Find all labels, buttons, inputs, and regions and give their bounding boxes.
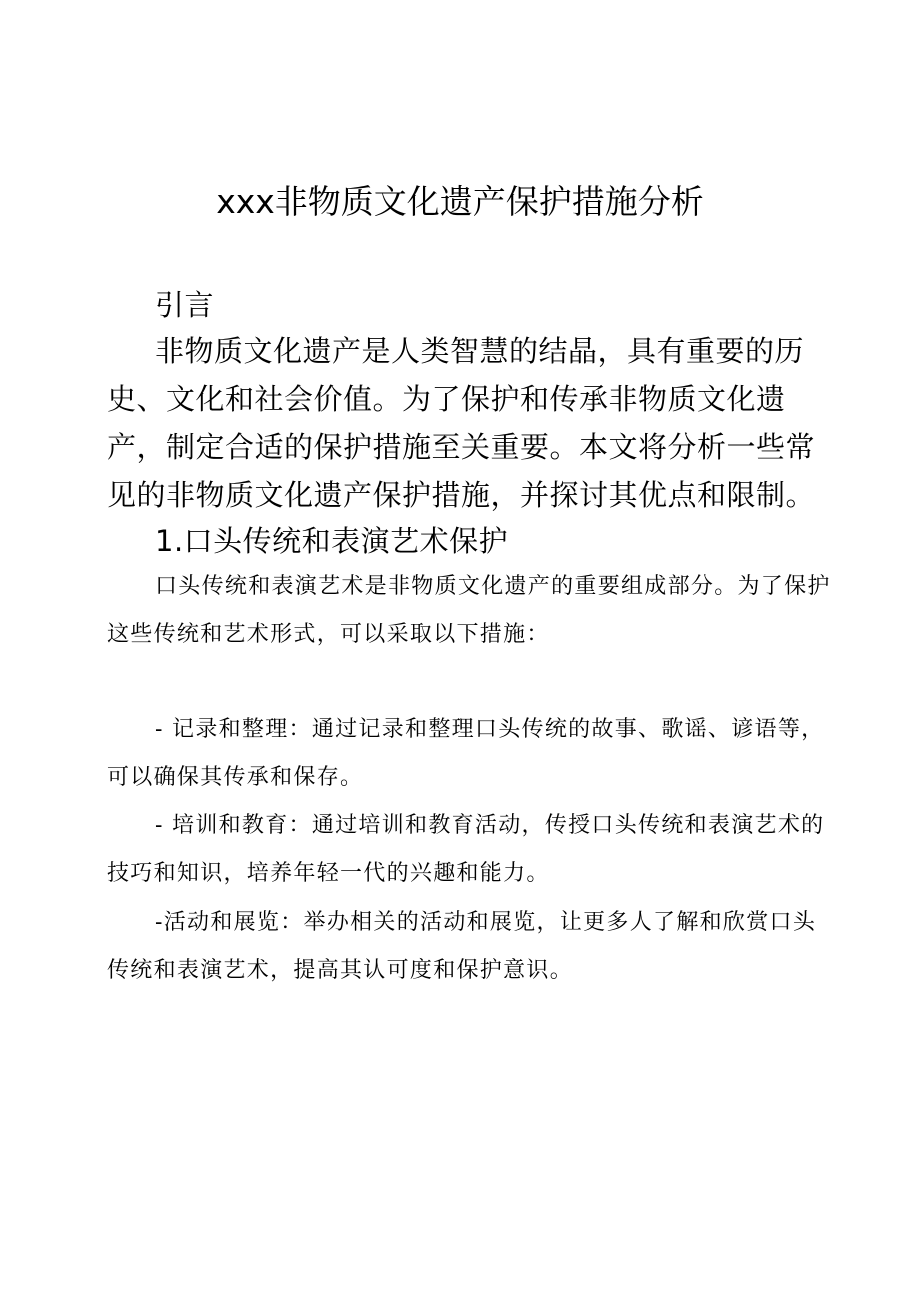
document-title: xxx非物质文化遗产保护措施分析 bbox=[216, 182, 704, 221]
measure-item-exhibition: -活动和展览：举办相关的活动和展览，让更多人了解和欣赏口头传统和表演艺术，提高其认可度和保护意识。 bbox=[107, 910, 817, 983]
intro-label: 引言 bbox=[155, 288, 215, 322]
section-1-paragraph: 口头传统和表演艺术是非物质文化遗产的重要组成部分。为了保护这些传统和艺术形式，可以采取以下措施： bbox=[107, 574, 831, 647]
intro-paragraph: 非物质文化遗产是人类智慧的结晶，具有重要的历史、文化和社会价值。为了保护和传承非物质文化遗产，制定合适的保护措施至关重要。本文将分析一些常见的非物质文化遗产保护措施，并探讨其优点和限制。 bbox=[107, 334, 816, 512]
measure-item-record: - 记录和整理：通过记录和整理口头传统的故事、歌谣、谚语等，可以确保其传承和保存。 bbox=[107, 717, 825, 790]
section-1-heading: 1.口头传统和表演艺术保护 bbox=[155, 524, 509, 558]
measure-item-training: - 培训和教育：通过培训和教育活动，传授口头传统和表演艺术的技巧和知识，培养年轻一代的兴趣和能力。 bbox=[107, 813, 825, 886]
